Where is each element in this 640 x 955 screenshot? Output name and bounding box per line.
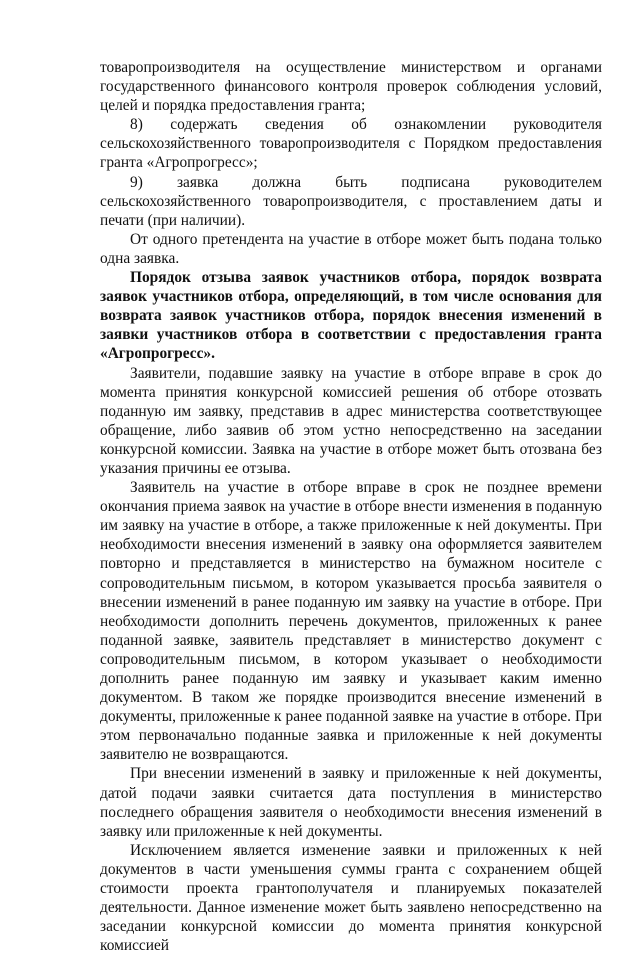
section-heading-withdrawal-order: Порядок отзыва заявок участников отбора, порядок возврата заявок участников отбора, определяющий, в том числе основания для возврата заявок участников отбора, порядок внесения изменений в заявки участников отбора в соответствии с предоставления гранта «Агропрогресс». [100,269,602,363]
paragraph-amendments: Заявитель на участие в отборе вправе в срок не позднее времени окончания приема заявок на участие в отборе внести изменения в поданную им заявку на участие в отборе, а также приложенные к ней документы. При необходимости внесения изменений в заявку она оформляется заявителем повторно и представляется в министерство на бумажном носителе с сопроводительным письмом, в котором указывается просьба заявителя о внесении изменений в ранее поданную им заявку на участие в отборе. При необходимости дополнить перечень документов, приложенных к ранее поданной заявке, заявитель представляет в министерство документ с сопроводительным письмом, в котором указывает о необходимости дополнить ранее поданную им заявку и указывает каким именно документом. В таком же порядке производится внесение изменений в документы, приложенные к ранее поданной заявке на участие в отборе. При этом первоначально поданные заявка и приложенные к ней документы заявителю не возвращаются. [100,479,602,764]
document-page [100,58,602,955]
paragraph-item-8: 8) содержать сведения об ознакомлении руководителя сельскохозяйственного товаропроизводителя с Порядком предоставления гранта «Агропрогресс»; [100,116,602,172]
paragraph-consent-continuation: товаропроизводителя на осуществление министерством и органами государственного финансового контроля проверок соблюдения условий, целей и порядка предоставления гранта; [100,59,602,115]
paragraph-item-9: 9) заявка должна быть подписана руководителем сельскохозяйственного товаропроизводителя, с проставлением даты и печати (при наличии). [100,173,602,229]
paragraph-submission-date: При внесении изменений в заявку и приложенные к ней документы, датой подачи заявки считается дата поступления в министерство последнего обращения заявителя о необходимости внесения изменений в заявку или приложенные к ней документы. [100,765,602,840]
paragraph-single-application: От одного претендента на участие в отборе может быть подана только одна заявка. [100,230,602,267]
paragraph-withdrawal: Заявители, подавшие заявку на участие в отборе вправе в срок до момента принятия конкурсной комиссией решения об отборе отозвать поданную им заявку, представив в адрес министерства соответствующее обращение, либо заявив об этом устно непосредственно на заседании конкурсной комиссии. Заявка на участие в отборе может быть отозвана без указания причины ее отзыва. [100,364,602,477]
paragraph-exception: Исключением является изменение заявки и приложенных к ней документов в части уменьшения суммы гранта с сохранением общей стоимости проекта грантополучателя и планируемых показателей деятельности. Данное изменение может быть заявлено непосредственно на заседании конкурсной комиссии до момента принятия конкурсной комиссией [100,841,602,955]
